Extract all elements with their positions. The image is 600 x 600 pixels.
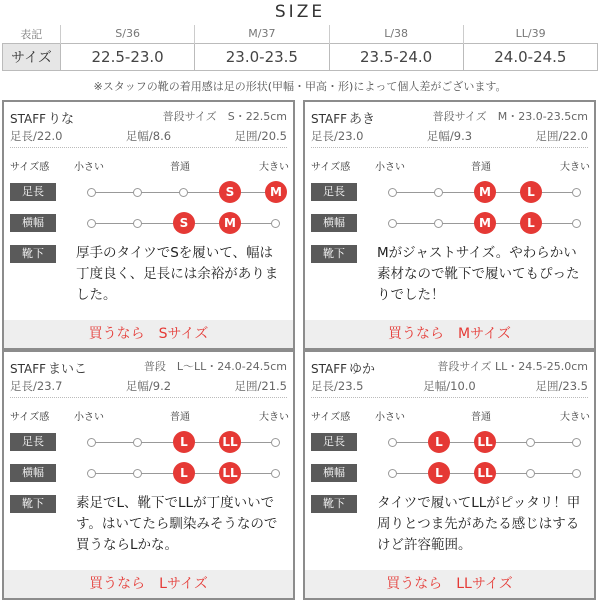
fit-scale-dot xyxy=(388,219,397,228)
size-value-cell: 23.0-23.5 xyxy=(195,43,329,70)
foot-width: 足幅/10.0 xyxy=(423,379,476,393)
foot-length: 足長/22.0 xyxy=(10,129,63,143)
fit-scale-dot xyxy=(572,469,581,478)
fit-scale-dot xyxy=(133,438,142,447)
row-tag: 横幅 xyxy=(311,214,357,232)
fit-row-length xyxy=(4,431,293,455)
staff-card xyxy=(2,100,295,350)
fit-size-marker: LL xyxy=(219,462,241,484)
fit-scale-dot xyxy=(87,438,96,447)
size-row-label: サイズ xyxy=(3,43,61,70)
fit-size-marker: M xyxy=(474,212,496,234)
size-value-cell: 24.0-24.5 xyxy=(463,43,597,70)
staff-header xyxy=(311,358,375,377)
foot-width: 足幅/8.6 xyxy=(125,129,172,143)
size-header-cell: S/36 xyxy=(61,25,195,43)
fit-row-width xyxy=(305,462,594,486)
fit-scale-dot xyxy=(271,469,280,478)
scale-large-label: 大きい xyxy=(259,162,289,173)
staff-comment: タイツで履いてLLがピッタリ！甲周りとつま先があたる感じはするけど許容範囲。 xyxy=(377,495,581,553)
scale-small-label: 小さい xyxy=(74,162,104,173)
fit-size-marker: L xyxy=(173,431,195,453)
fit-scale-dot xyxy=(388,469,397,478)
fit-scale-dot xyxy=(87,219,96,228)
fit-scale-dot xyxy=(388,188,397,197)
fit-scale-dot xyxy=(133,188,142,197)
fit-row-length xyxy=(305,181,594,205)
fit-scale-dot xyxy=(572,438,581,447)
fit-size-marker: L xyxy=(173,462,195,484)
scale-small-label: 小さい xyxy=(375,412,405,423)
fit-size-marker: S xyxy=(173,212,195,234)
staff-name: ゆか xyxy=(349,362,376,377)
fit-scale-dot xyxy=(179,188,188,197)
staff-header xyxy=(311,108,375,127)
fit-scale-dot xyxy=(526,469,535,478)
row-tag: 足長 xyxy=(311,183,357,201)
foot-length: 足長/23.7 xyxy=(10,379,63,393)
row-tag: 横幅 xyxy=(10,464,56,482)
row-tag: 足長 xyxy=(10,433,56,451)
fit-scale-dot xyxy=(388,438,397,447)
fit-disclaimer-note: ※スタッフの靴の着用感は足の形状(甲幅・甲高・形)によって個人差がございます。 xyxy=(93,80,507,93)
size-header-cell: L/38 xyxy=(329,25,463,43)
fit-scale-dot xyxy=(526,438,535,447)
fit-scale-dot xyxy=(87,188,96,197)
scale-small-label: 小さい xyxy=(375,162,405,173)
foot-width: 足幅/9.3 xyxy=(426,129,473,143)
foot-girth: 足囲/23.5 xyxy=(535,379,588,393)
usual-size: 普段サイズ LL・24.5-25.0cm xyxy=(437,360,588,373)
foot-measurements xyxy=(10,128,287,148)
staff-comment: 素足でL、靴下でLLが丁度いいです。はいてたら馴染みそうなので買うならLかな。 xyxy=(76,495,278,553)
row-tag: 足長 xyxy=(311,433,357,451)
fit-scale-dot xyxy=(133,469,142,478)
size-value-cell: 22.5-23.0 xyxy=(61,43,195,70)
fit-scale-dot xyxy=(133,219,142,228)
scale-small-label: 小さい xyxy=(74,412,104,423)
row-tag: 靴下 xyxy=(10,245,56,263)
scale-title: サイズ感 xyxy=(10,162,50,173)
fit-size-marker: LL xyxy=(474,431,496,453)
staff-card xyxy=(303,100,596,350)
row-tag: 靴下 xyxy=(311,495,357,513)
scale-large-label: 大きい xyxy=(560,412,590,423)
staff-name: りな xyxy=(48,112,75,127)
fit-row-width xyxy=(4,462,293,486)
scale-title: サイズ感 xyxy=(10,412,50,423)
fit-row-width xyxy=(4,212,293,236)
scale-large-label: 大きい xyxy=(259,412,289,423)
fit-row-width xyxy=(305,212,594,236)
fit-size-marker: S xyxy=(219,181,241,203)
size-table-header-row xyxy=(3,25,598,43)
row-tag: 足長 xyxy=(10,183,56,201)
size-table-row xyxy=(3,43,598,70)
foot-width: 足幅/9.2 xyxy=(125,379,172,393)
size-table xyxy=(2,25,598,71)
staff-comment: Mがジャストサイズ。やわらかい素材なので靴下で履いてもぴったりでした！ xyxy=(377,245,580,303)
foot-girth: 足囲/22.0 xyxy=(535,129,588,143)
scale-normal-label: 普通 xyxy=(471,412,491,423)
staff-header xyxy=(10,108,74,127)
fit-size-marker: M xyxy=(474,181,496,203)
row-tag: 横幅 xyxy=(311,464,357,482)
fit-row-length xyxy=(4,181,293,205)
staff-card xyxy=(303,350,596,600)
scale-title: サイズ感 xyxy=(311,412,351,423)
size-verdict: 買うなら Sサイズ xyxy=(4,320,293,348)
staff-label: STAFF xyxy=(10,362,47,376)
fit-scale-dot xyxy=(434,219,443,228)
staff-label: STAFF xyxy=(311,112,348,126)
fit-size-marker: M xyxy=(219,212,241,234)
fit-scale-dot xyxy=(271,438,280,447)
staff-card xyxy=(2,350,295,600)
fit-size-marker: LL xyxy=(474,462,496,484)
fit-size-marker: L xyxy=(520,181,542,203)
scale-large-label: 大きい xyxy=(560,162,590,173)
staff-label: STAFF xyxy=(10,112,47,126)
usual-size: 普段サイズ M・23.0-23.5cm xyxy=(432,110,588,123)
size-verdict: 買うなら LLサイズ xyxy=(305,570,594,598)
size-header-cell: LL/39 xyxy=(463,25,597,43)
scale-title: サイズ感 xyxy=(311,162,351,173)
fit-size-marker: L xyxy=(428,462,450,484)
size-verdict: 買うなら Lサイズ xyxy=(4,570,293,598)
fit-size-marker: LL xyxy=(219,431,241,453)
scale-normal-label: 普通 xyxy=(170,412,190,423)
page-title: SIZE xyxy=(274,2,326,22)
fit-row-length xyxy=(305,431,594,455)
fit-scale-dot xyxy=(271,219,280,228)
foot-girth: 足囲/21.5 xyxy=(234,379,287,393)
fit-size-marker: L xyxy=(428,431,450,453)
foot-measurements xyxy=(311,128,588,148)
usual-size: 普段サイズ S・22.5cm xyxy=(162,110,287,123)
staff-comment: 厚手のタイツでSを履いて、幅は丁度良く、足長には余裕がありました。 xyxy=(76,245,279,303)
staff-name: あき xyxy=(349,112,376,127)
foot-measurements xyxy=(10,378,287,398)
fit-size-marker: L xyxy=(520,212,542,234)
foot-length: 足長/23.0 xyxy=(311,129,364,143)
row-tag: 横幅 xyxy=(10,214,56,232)
row-tag: 靴下 xyxy=(10,495,56,513)
size-verdict: 買うなら Mサイズ xyxy=(305,320,594,348)
usual-size: 普段 L〜LL・24.0-24.5cm xyxy=(143,360,287,373)
staff-header xyxy=(10,358,87,377)
staff-name: まいこ xyxy=(48,362,88,377)
foot-measurements xyxy=(311,378,588,398)
row-tag: 靴下 xyxy=(311,245,357,263)
size-header-cell: 表記 xyxy=(20,27,43,41)
foot-length: 足長/23.5 xyxy=(311,379,364,393)
scale-normal-label: 普通 xyxy=(471,162,491,173)
fit-size-marker: M xyxy=(265,181,287,203)
fit-scale-dot xyxy=(87,469,96,478)
fit-scale-dot xyxy=(572,188,581,197)
fit-scale-dot xyxy=(572,219,581,228)
foot-girth: 足囲/20.5 xyxy=(234,129,287,143)
scale-normal-label: 普通 xyxy=(170,162,190,173)
size-header-cell: M/37 xyxy=(195,25,329,43)
staff-label: STAFF xyxy=(311,362,348,376)
fit-scale-dot xyxy=(434,188,443,197)
size-value-cell: 23.5-24.0 xyxy=(329,43,463,70)
